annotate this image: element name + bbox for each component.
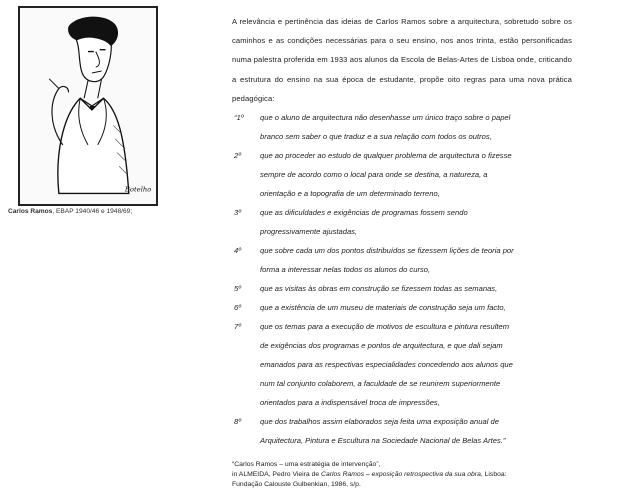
rule-number: 6º (234, 303, 241, 313)
rule-text: que as visitas às obras em construção se fizessem todas as semanas, (260, 284, 498, 294)
rule-text: que as dificuldades e exigências de programas fossem sendo (260, 208, 468, 218)
rule-text: que a existência de um museu de materiais de construção seja um facto, (260, 303, 506, 313)
rule-number: 7º (234, 322, 241, 332)
rule-line (232, 412, 572, 431)
rule-line (232, 431, 572, 450)
rule-line (232, 260, 572, 279)
rule-text: forma a interessar nelas todos os alunos do curso, (260, 265, 431, 275)
rule-number (232, 393, 260, 412)
figure-caption (8, 208, 132, 215)
rule-text: de exigências dos programas e pontos de arquitectura, e que dali sejam (260, 341, 503, 351)
signature: Botelho (124, 185, 152, 194)
rule-number (232, 374, 260, 393)
caricature-drawing (20, 8, 156, 204)
rule-number: 2º (234, 151, 241, 161)
rule-text: sempre de acordo como o local para onde se destina, a natureza, a (260, 170, 488, 180)
rule-text: que ao proceder ao estudo de qualquer problema de arquitectura o fizesse (260, 151, 512, 161)
rule-number (232, 336, 260, 355)
rules-list (232, 108, 572, 450)
rule-number: 3º (234, 208, 241, 218)
rule-number: 8º (234, 417, 241, 427)
rule-line (232, 184, 572, 203)
rule-text: que os temas para a execução de motivos de escultura e pintura resultem (260, 322, 510, 332)
rule-number (232, 260, 260, 279)
rule-line (232, 355, 572, 374)
rule-text: que dos trabalhos assim elaborados seja feita uma exposição anual de (260, 417, 499, 427)
citation-publisher: Fundação Calouste Gulbenkian, 1986, s/p. (232, 481, 361, 489)
citation-title: “Carlos Ramos – uma estratégia de intervenção”, (232, 461, 381, 469)
rule-text: que o aluno de arquitectura não desenhasse um único traço sobre o papel (260, 113, 511, 123)
rule-text: num tal conjunto colaborem, a faculdade de se reunirem superiormente (260, 379, 501, 389)
rule-number (232, 222, 260, 241)
rule-number: 5º (234, 284, 241, 294)
rule-number (232, 127, 260, 146)
rule-text: orientados para a indispensável troca de impressões, (260, 398, 440, 408)
rule-line (232, 393, 572, 412)
rule-line (232, 279, 572, 298)
rule-text: progressivamente ajustadas, (260, 227, 358, 237)
rule-line (232, 336, 572, 355)
rule-line (232, 298, 572, 317)
caption-detail: , EBAP 1940/46 e 1948/69; (52, 208, 133, 215)
main-text (232, 12, 572, 490)
intro-paragraph (232, 12, 572, 108)
rule-text: branco sem saber o que traduz e a sua relação com todos os outros, (260, 132, 492, 142)
rule-line (232, 203, 572, 222)
citation (232, 460, 572, 490)
intro-text: A relevância e pertinência das ideias de Carlos Ramos sobre a arquitectura, sobretudo sobre os caminhos e as condições necessárias para o seu ensino, nos anos trinta, estão personificadas numa palestra proferida em 1933 aos alunos da Escola de Belas-Artes de Lisboa onde, criticando a estrutura do ensino na sua época de estudante, propõe oito regras para uma nova prática pedagógica: (232, 17, 572, 103)
rule-number (232, 184, 260, 203)
rule-line (232, 374, 572, 393)
rule-line (232, 241, 572, 260)
rule-line (232, 108, 572, 127)
rule-text: que sobre cada um dos pontos distribuídos se fizessem lições de teoria por (260, 246, 514, 256)
rule-line (232, 222, 572, 241)
caption-name: Carlos Ramos (8, 208, 53, 215)
rule-text: emanados para as respectivas especialidades concedendo aos alunos que (260, 360, 513, 370)
rule-line (232, 317, 572, 336)
citation-suffix: , Lisboa: (480, 471, 507, 479)
rule-number (232, 165, 260, 184)
rule-number (232, 431, 260, 450)
rule-number: “1º (234, 113, 244, 123)
rule-line (232, 146, 572, 165)
caricature-portrait (18, 6, 158, 206)
citation-book-title: Carlos Ramos – exposição retrospectiva da sua obra (321, 471, 481, 479)
rule-text: Arquitectura, Pintura e Escultura na Sociedade Nacional de Belas Artes.” (260, 436, 506, 446)
rule-line (232, 165, 572, 184)
rule-number (232, 355, 260, 374)
rule-text: orientação e a topografia de um determinado terreno, (260, 189, 440, 199)
rule-line (232, 127, 572, 146)
citation-prefix: in ALMEIDA, Pedro Vieira de (232, 471, 322, 479)
rule-number: 4º (234, 246, 241, 256)
